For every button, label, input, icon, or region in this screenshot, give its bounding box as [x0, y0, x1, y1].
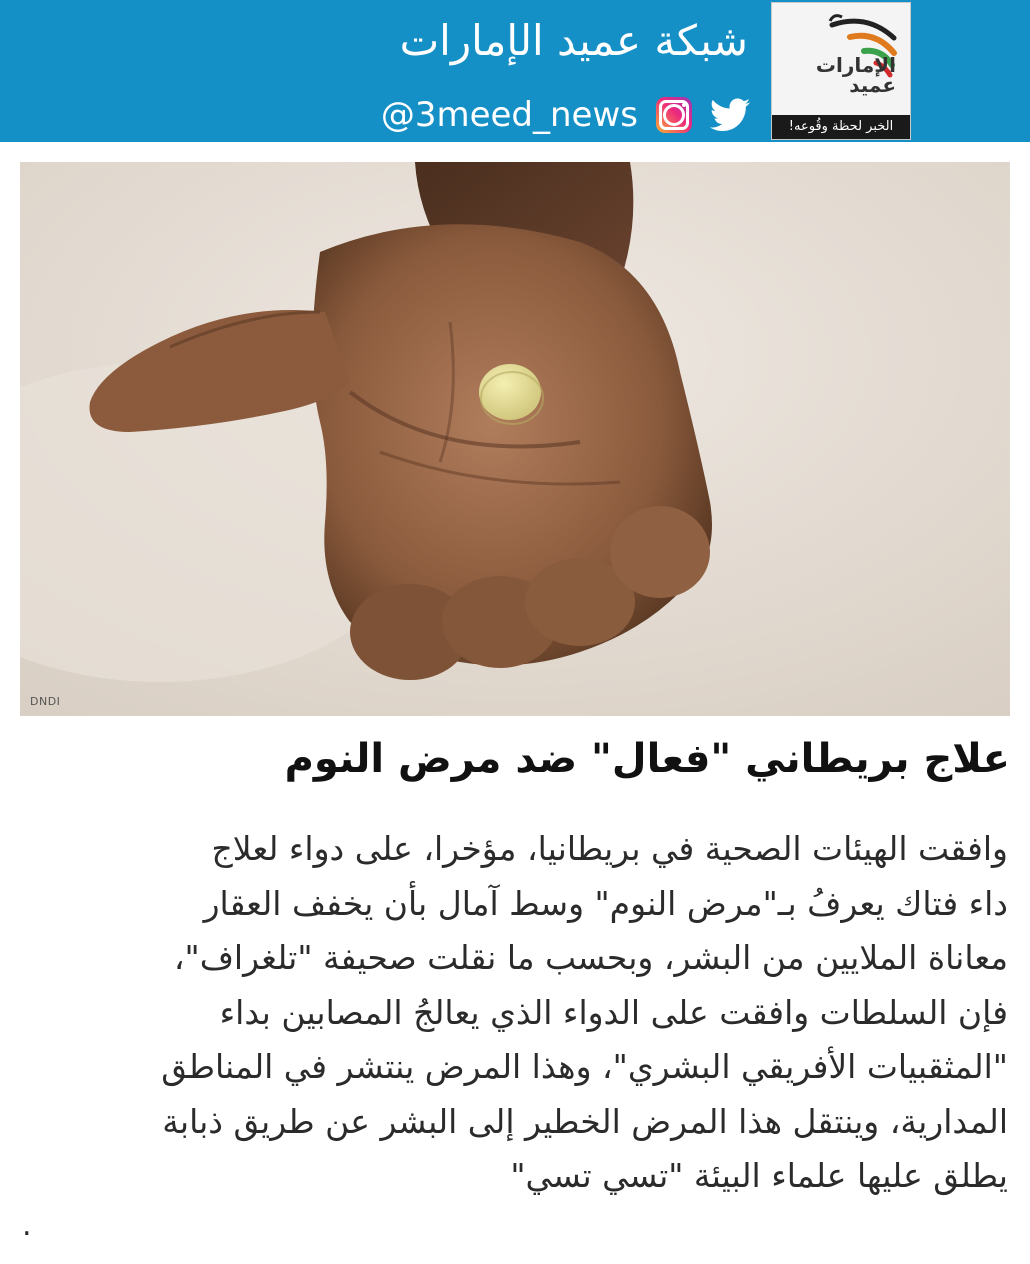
article-line: داء فتاك يعرفُ بـ"مرض النوم" وسط آمال بأن يخفف العقار: [203, 883, 1008, 923]
article-photo: [20, 162, 1010, 716]
article-headline: علاج بريطاني "فعال" ضد مرض النوم: [284, 736, 1010, 782]
article-line: "المثقبيات الأفريقي البشري"، وهذا المرض ينتشر في المناطق: [161, 1047, 1008, 1086]
article-line: معاناة الملايين من البشر، وبحسب ما نقلت صحيفة "تلغراف"،: [173, 938, 1008, 977]
site-logo[interactable]: [771, 2, 911, 140]
photo-credit: DNDI: [30, 695, 61, 708]
article-line: وافقت الهيئات الصحية في بريطانيا، مؤخرا، على دواء لعلاج: [211, 829, 1008, 868]
article-end-mark: .: [22, 1208, 32, 1243]
article-line: المدارية، وينتقل هذا المرض الخطير إلى البشر عن طريق ذبابة: [162, 1101, 1008, 1141]
social-row: [381, 94, 750, 136]
social-handle[interactable]: @3meed_news: [380, 95, 638, 135]
logo-name: الإمارات عميد: [815, 53, 896, 97]
site-title: شبكة عميد الإمارات: [399, 16, 748, 65]
twitter-icon[interactable]: [710, 98, 750, 132]
hand-holding-pill-image: [20, 162, 1010, 716]
article-line: يطلق عليها علماء البيئة "تسي تسي": [510, 1156, 1008, 1195]
site-header: [0, 0, 1030, 142]
article-body: [23, 822, 1008, 1204]
article-line: فإن السلطات وافقت على الدواء الذي يعالجُ المصابين بداء: [219, 992, 1008, 1032]
logo-tagline: الخبر لحظة وقُوعه!: [772, 115, 910, 139]
instagram-icon[interactable]: [656, 97, 692, 133]
